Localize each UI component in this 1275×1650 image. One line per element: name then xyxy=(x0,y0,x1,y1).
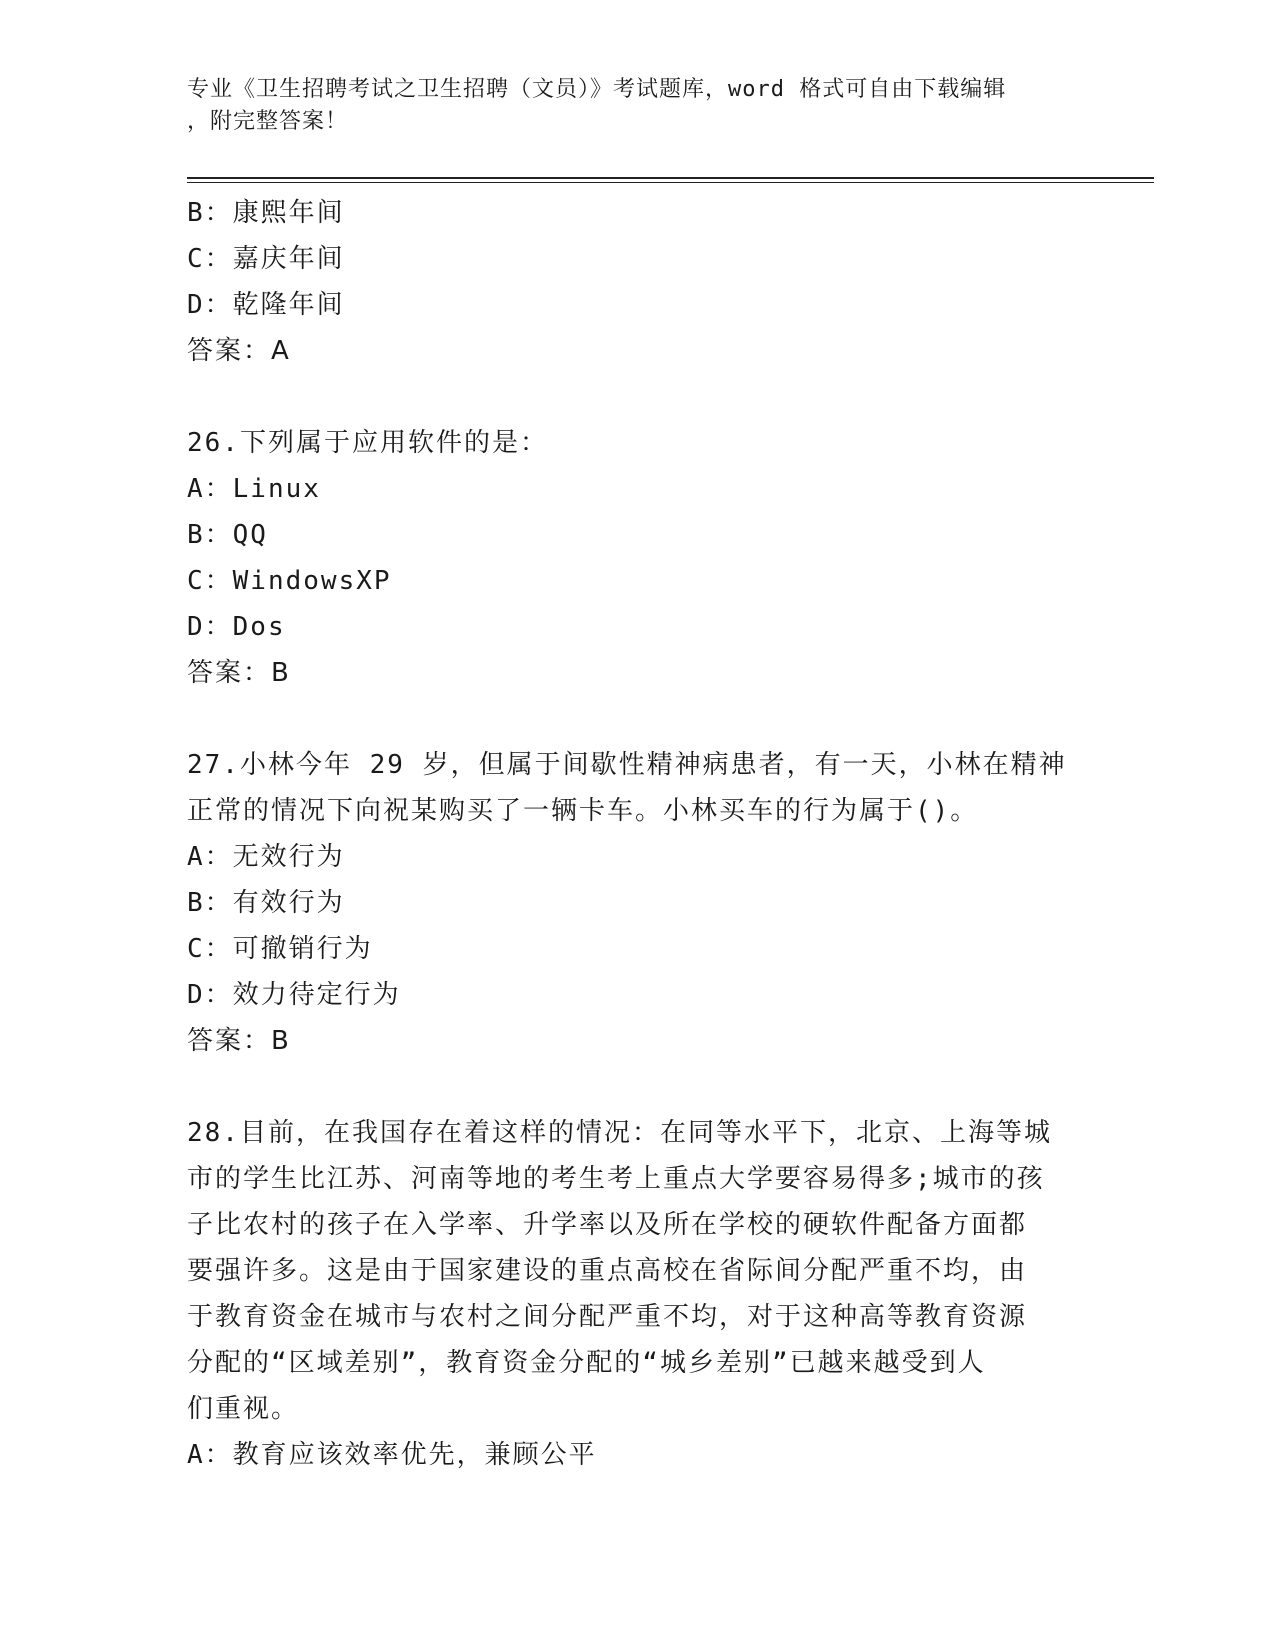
option-a: A：教育应该效率优先，兼顾公平 xyxy=(187,1440,597,1470)
question-27 xyxy=(187,742,1087,1064)
answer-text: 答案：B xyxy=(187,1026,291,1056)
question-stem-line: 子比农村的孩子在入学率、升学率以及所在学校的硬软件配备方面都 xyxy=(187,1210,1028,1240)
question-stem-line: 分配的“区域差别”，教育资金分配的“城乡差别”已越来越受到人 xyxy=(187,1348,986,1378)
question-stem-line: 正常的情况下向祝某购买了一辆卡车。小林买车的行为属于()。 xyxy=(187,796,979,826)
option-d: D：乾隆年间 xyxy=(187,290,345,320)
option-d: D：效力待定行为 xyxy=(187,980,401,1010)
spacer xyxy=(187,696,1087,742)
header-divider-thick xyxy=(187,177,1154,179)
question-stem-line: 们重视。 xyxy=(187,1394,300,1424)
option-b: B：康熙年间 xyxy=(187,198,345,228)
option-b: B：有效行为 xyxy=(187,888,345,918)
question-26 xyxy=(187,420,1087,696)
header-divider-thin xyxy=(187,182,1154,183)
option-d: D：Dos xyxy=(187,612,286,642)
option-c: C：WindowsXP xyxy=(187,566,392,596)
spacer xyxy=(187,1064,1087,1110)
question-stem-line: 27.小林今年 29 岁，但属于间歇性精神病患者，有一天，小林在精神 xyxy=(187,750,1067,780)
option-b: B：QQ xyxy=(187,520,268,550)
answer-text: 答案：A xyxy=(187,336,291,366)
question-stem-line: 28.目前，在我国存在着这样的情况：在同等水平下，北京、上海等城 xyxy=(187,1118,1052,1148)
question-stem-line: 要强许多。这是由于国家建设的重点高校在省际间分配严重不均，由 xyxy=(187,1256,1028,1286)
option-a: A：无效行为 xyxy=(187,842,345,872)
question-stem-line: 于教育资金在城市与农村之间分配严重不均，对于这种高等教育资源 xyxy=(187,1302,1028,1332)
question-25 xyxy=(187,190,1087,374)
option-a: A：Linux xyxy=(187,474,321,504)
document-header xyxy=(187,74,1067,138)
header-line-2: ，附完整答案！ xyxy=(187,109,349,134)
question-stem-line: 市的学生比江苏、河南等地的考生考上重点大学要容易得多;城市的孩 xyxy=(187,1164,1045,1194)
question-list xyxy=(187,190,1087,1478)
question-stem: 26.下列属于应用软件的是： xyxy=(187,428,548,458)
header-line-1: 专业《卫生招聘考试之卫生招聘（文员）》考试题库，word 格式可自由下载编辑 xyxy=(187,77,1007,102)
spacer xyxy=(187,374,1087,420)
option-c: C：嘉庆年间 xyxy=(187,244,345,274)
question-28 xyxy=(187,1110,1087,1478)
answer-text: 答案：B xyxy=(187,658,291,688)
option-c: C：可撤销行为 xyxy=(187,934,373,964)
